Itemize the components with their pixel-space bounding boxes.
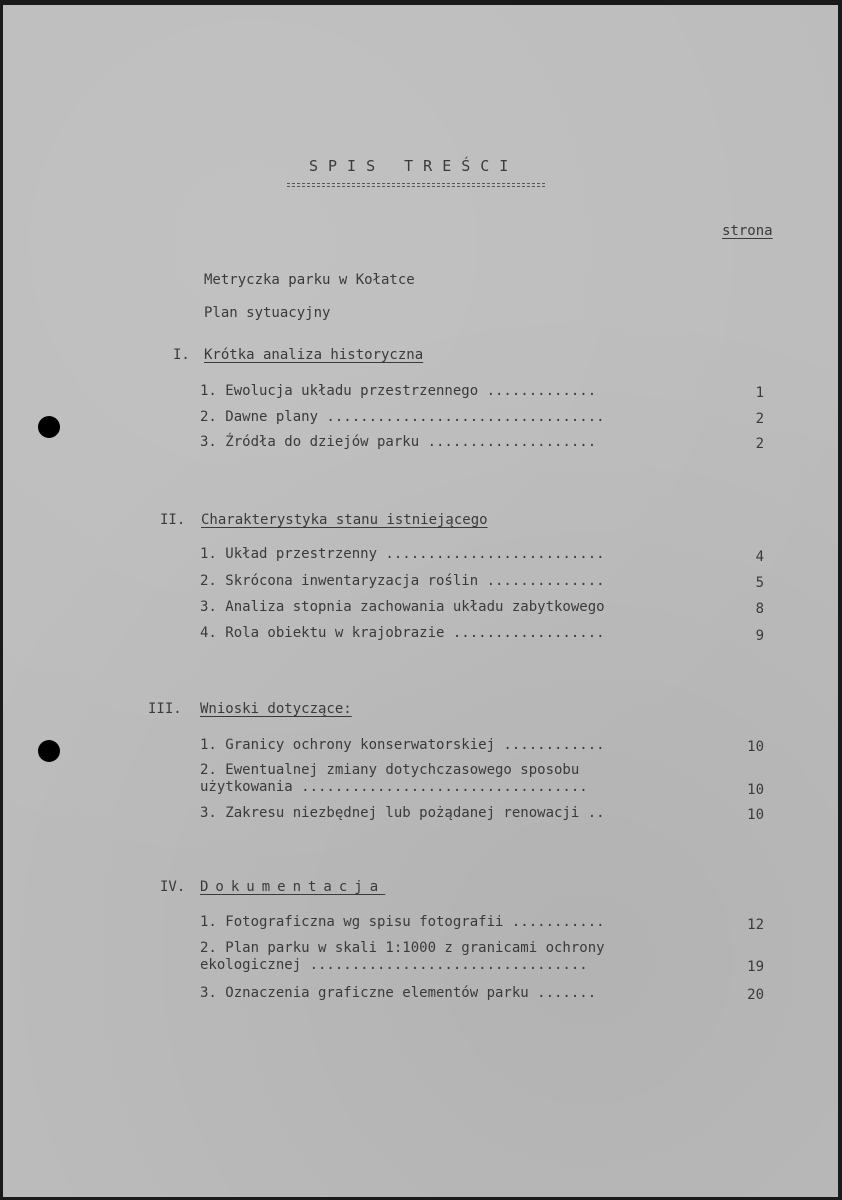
toc-page-number: 19	[747, 959, 764, 975]
toc-page-number: 1	[755, 385, 764, 401]
toc-entry: 2. Dawne plany .................................	[200, 409, 605, 425]
toc-entry: 2. Ewentualnej zmiany dotychczasowego sposobu	[200, 762, 580, 778]
intro-line: Plan sytuacyjny	[204, 305, 331, 321]
toc-page-number: 2	[755, 411, 764, 427]
toc-entry: 2. Skrócona inwentaryzacja roślin ..............	[200, 573, 605, 589]
toc-page-number: 2	[755, 436, 764, 452]
toc-page-number: 5	[755, 575, 764, 591]
intro-line: Metryczka parku w Kołatce	[204, 272, 415, 288]
section-heading: Wnioski dotyczące:	[200, 701, 352, 717]
toc-page-number: 4	[755, 549, 764, 565]
toc-entry: 1. Granicy ochrony konserwatorskiej ............	[200, 737, 605, 753]
section-numeral: I.	[173, 347, 190, 363]
toc-entry: 3. Analiza stopnia zachowania układu zabytkowego	[200, 599, 605, 615]
toc-entry: 2. Plan parku w skali 1:1000 z granicami ochrony	[200, 940, 605, 956]
toc-entry: 4. Rola obiektu w krajobrazie ..................	[200, 625, 605, 641]
punch-hole	[38, 740, 60, 762]
toc-page-number: 9	[755, 628, 764, 644]
toc-page-number: 10	[747, 782, 764, 798]
section-heading: Dokumentacja	[200, 879, 386, 895]
toc-page-number: 8	[755, 601, 764, 617]
section-numeral: III.	[148, 701, 182, 717]
toc-entry: 1. Ewolucja układu przestrzennego .............	[200, 383, 597, 399]
toc-entry: 1. Fotograficzna wg spisu fotografii ...........	[200, 914, 605, 930]
toc-entry: 3. Zakresu niezbędnej lub pożądanej renowacji ..	[200, 805, 605, 821]
page-column-header: strona	[722, 223, 773, 239]
section-heading: Charakterystyka stanu istniejącego	[201, 512, 488, 528]
toc-page-number: 12	[747, 917, 764, 933]
title-double-underline	[287, 183, 545, 187]
punch-hole	[38, 416, 60, 438]
toc-entry: 3. Źródła do dziejów parku ....................	[200, 434, 597, 450]
toc-entry-continuation: ekologicznej .................................	[200, 957, 588, 973]
page-title: SPIS TREŚCI	[309, 157, 519, 175]
toc-entry: 3. Oznaczenia graficzne elementów parku .......	[200, 985, 597, 1001]
toc-page-number: 10	[747, 807, 764, 823]
toc-entry: 1. Układ przestrzenny ..........................	[200, 546, 605, 562]
toc-entry-continuation: użytkowania ..................................	[200, 779, 588, 795]
section-heading: Krótka analiza historyczna	[204, 347, 424, 363]
toc-page-number: 10	[747, 739, 764, 755]
toc-page-number: 20	[747, 987, 764, 1003]
section-numeral: IV.	[160, 879, 186, 895]
section-numeral: II.	[160, 512, 186, 528]
